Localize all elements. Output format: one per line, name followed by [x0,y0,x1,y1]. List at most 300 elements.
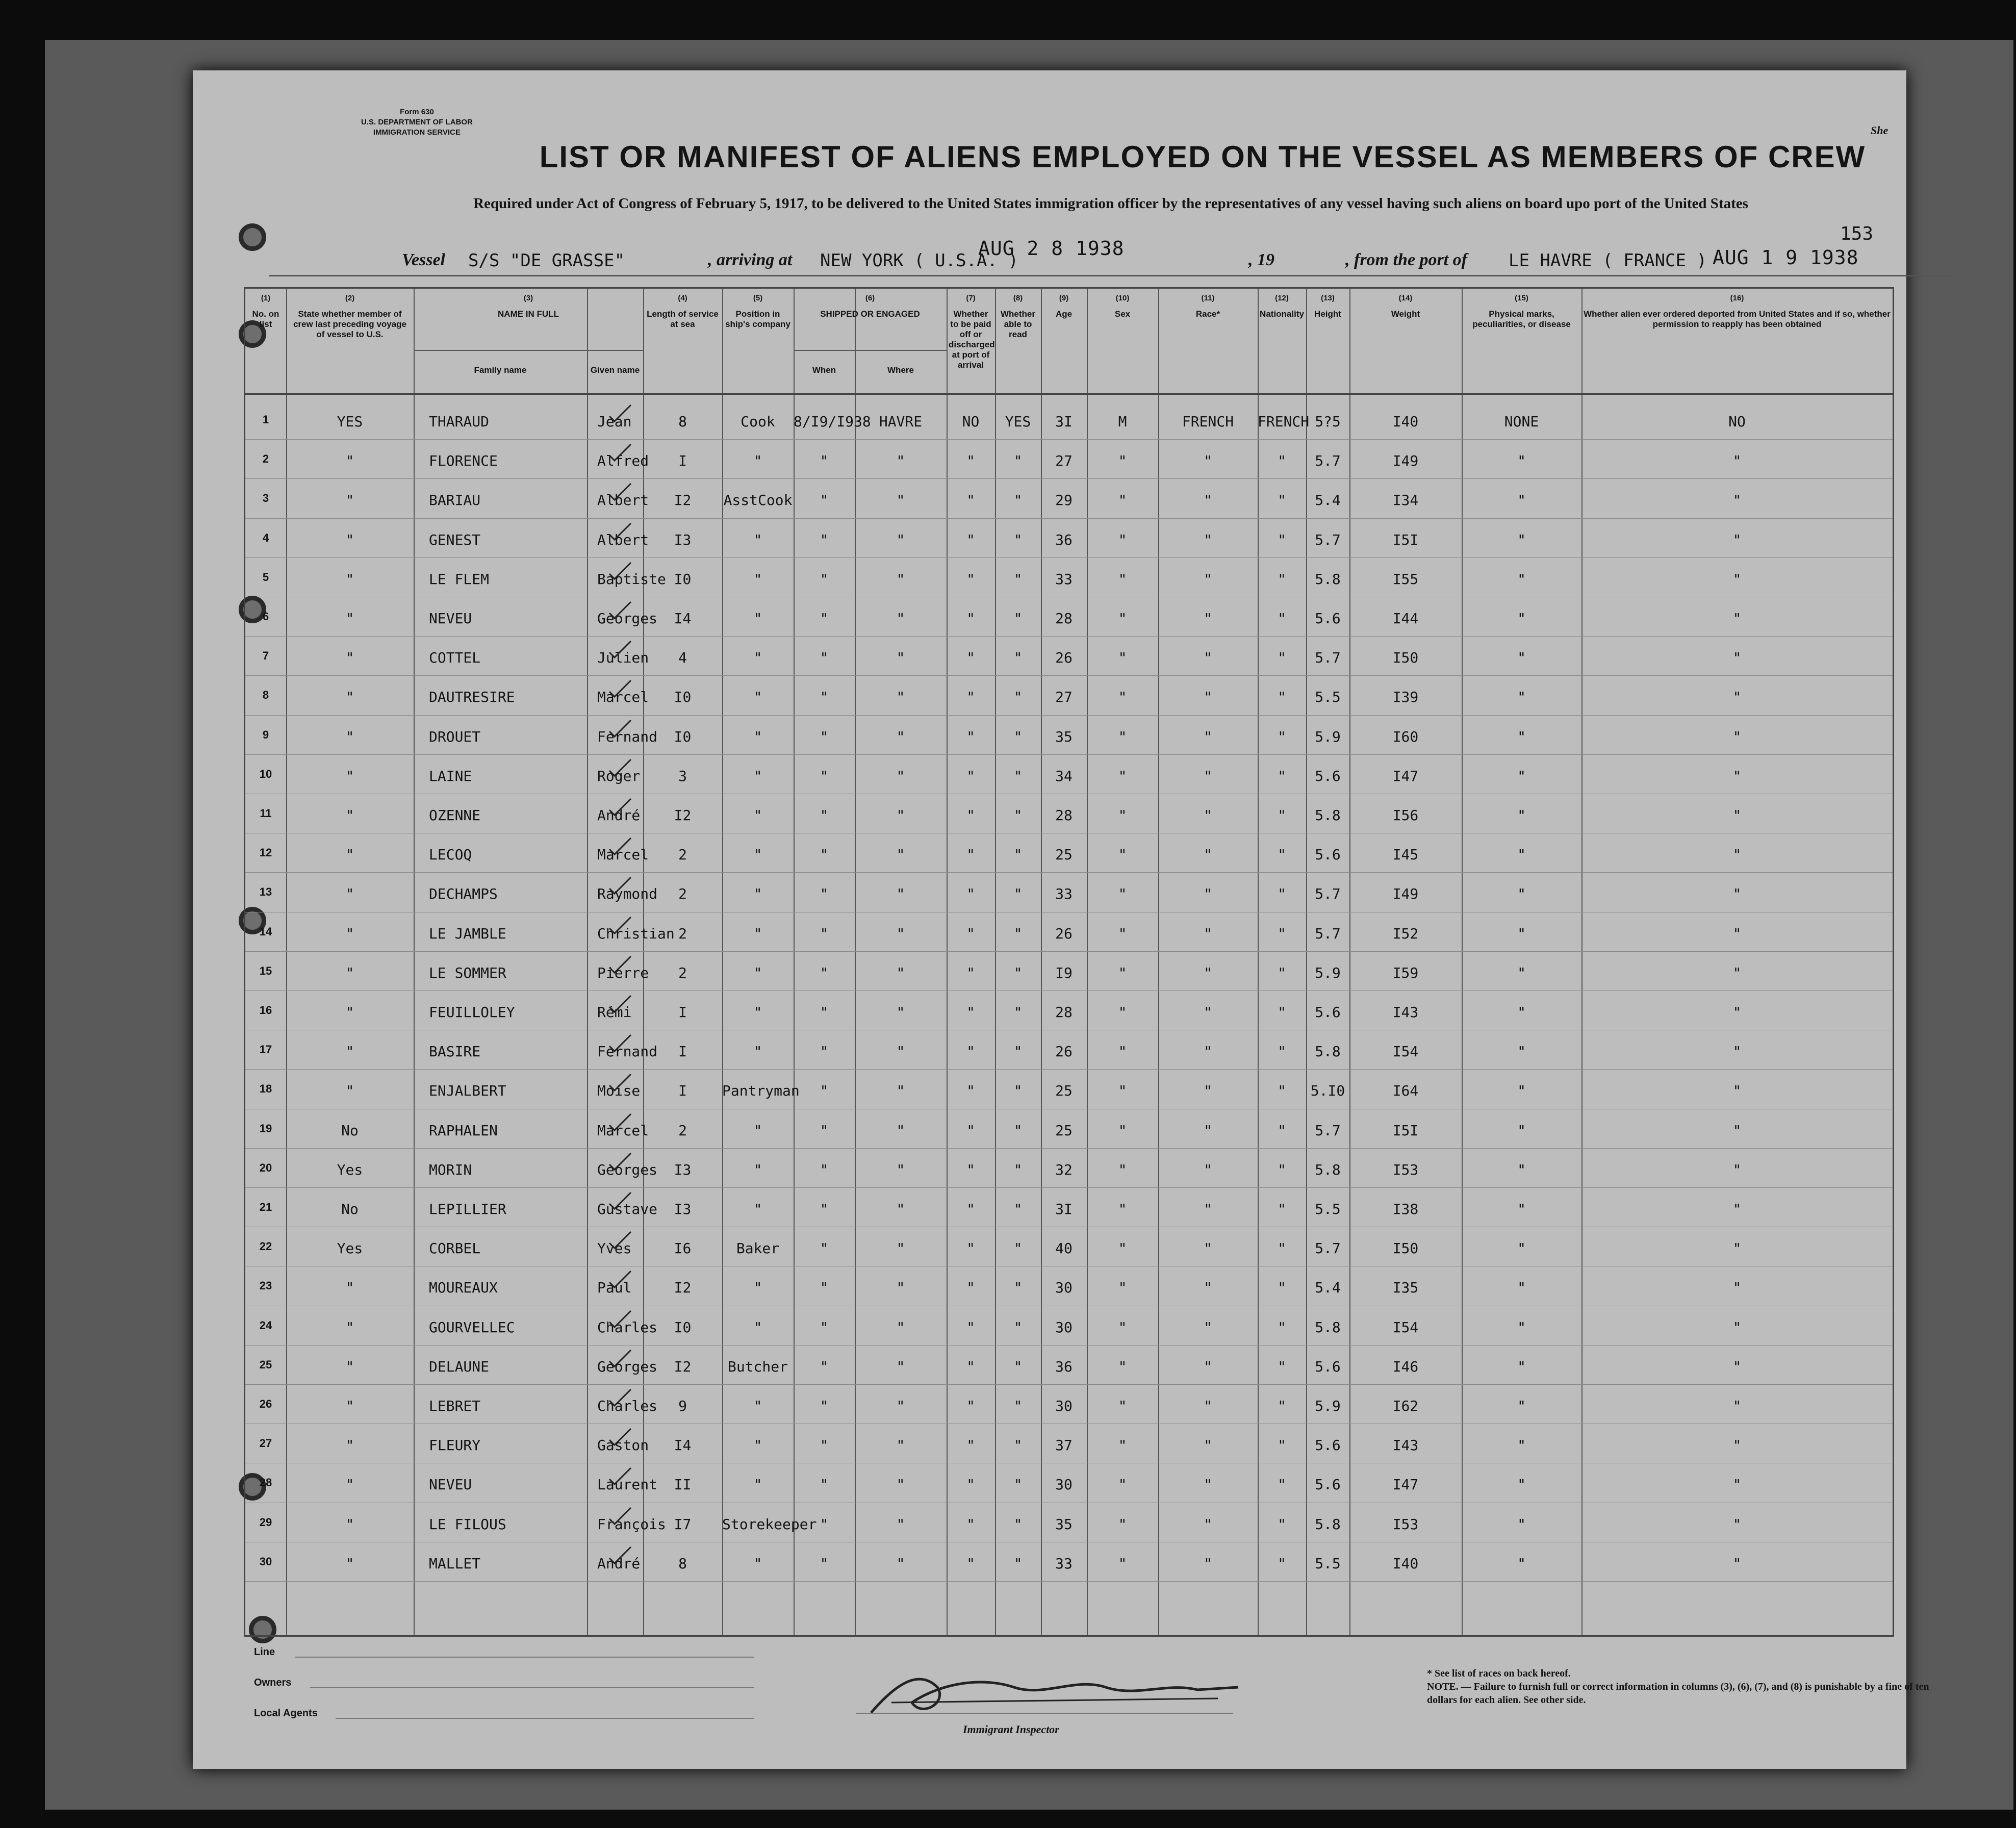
cell-race: " [1204,492,1212,509]
cell-sex: " [1118,1279,1127,1297]
cell-age: I9 [1055,964,1073,981]
cell-race: " [1204,610,1212,627]
cell-service: I3 [674,1201,692,1217]
column-number: (13) [1321,294,1335,302]
cell-family: LECOQ [429,846,472,864]
cell-service: I0 [674,728,692,745]
cell-deported: " [1732,1437,1742,1454]
cell-when: " [820,1515,829,1533]
cell-paid: " [966,689,975,706]
cell-marks: " [1517,452,1526,470]
cell-deported: " [1732,807,1742,824]
arriving-port: NEW YORK ( U.S.A. ) [820,250,1018,271]
cell-given: Alfred [597,452,649,470]
column-subheader: When [812,365,836,375]
cell-nat: " [1278,492,1286,509]
cell-marks: " [1517,1161,1526,1178]
cell-marks: " [1517,570,1526,588]
check-mark-icon [607,639,633,659]
column-subheader: Family name [474,365,527,375]
manifest-footer [223,1646,1929,1748]
cell-given: Georges [597,610,658,627]
line-rule [295,1657,754,1658]
cell-prev: " [345,885,354,903]
cell-read: " [1013,1476,1023,1493]
cell-given: Fernand [597,728,658,745]
cell-sex: " [1118,649,1127,667]
cell-family: LE FLEM [429,570,490,588]
cell-weight: I56 [1392,807,1419,824]
cell-deported: " [1732,649,1742,667]
cell-read: " [1013,1515,1023,1533]
cell-deported: " [1732,610,1742,627]
cell-weight: I34 [1392,492,1419,509]
table-row [245,402,1893,441]
cell-marks: " [1517,1437,1526,1454]
cell-position: " [753,1161,762,1178]
table-row [245,953,1893,993]
cell-no: 17 [259,1043,272,1056]
cell-deported: " [1732,1515,1742,1533]
cell-sex: " [1118,767,1127,784]
cell-nat: FRENCH [1258,413,1310,430]
cell-service: I [678,1043,687,1060]
cell-service: I4 [674,610,692,627]
cell-sex: " [1118,1082,1127,1100]
cell-deported: " [1732,531,1742,548]
cell-where: " [896,570,905,588]
cell-race: " [1204,1476,1212,1493]
cell-race: " [1204,1279,1212,1297]
cell-marks: " [1517,1515,1526,1533]
cell-nat: " [1278,1437,1286,1454]
cell-where: " [896,1082,905,1100]
cell-prev: Yes [337,1240,363,1257]
cell-prev: " [345,1515,354,1533]
cell-nat: " [1278,964,1286,981]
cell-read: " [1013,1358,1023,1375]
cell-nat: " [1278,846,1286,864]
cell-read: " [1013,689,1023,706]
cell-age: 25 [1055,846,1073,864]
cell-no: 18 [259,1082,272,1096]
check-mark-icon [607,1151,633,1172]
table-row [245,480,1893,520]
cell-no: 14 [259,925,272,938]
cell-when: " [820,492,829,509]
cell-no: 16 [259,1004,272,1017]
cell-family: THARAUD [429,413,490,430]
cell-no: 26 [259,1398,272,1410]
cell-race: " [1204,1318,1212,1336]
cell-weight: I47 [1392,767,1419,784]
cell-nat: " [1278,610,1286,627]
column-number: (12) [1275,294,1289,302]
check-mark-icon [607,1506,633,1526]
cell-race: " [1204,1201,1212,1217]
cell-where: " [896,885,905,903]
cell-sex: " [1118,452,1127,470]
cell-service: I2 [674,492,692,509]
cell-when: " [820,1201,829,1217]
cell-given: Charles [597,1398,658,1414]
table-row [245,874,1893,913]
races-note: * See list of races on back hereof. [1427,1668,1571,1679]
cell-position: " [753,964,762,981]
table-row [245,914,1893,953]
cell-age: 33 [1055,1555,1073,1572]
cell-where: " [896,1043,905,1060]
cell-height: 5.5 [1315,689,1341,706]
cell-age: 30 [1055,1318,1073,1336]
cell-given: Pierre [597,964,649,981]
cell-height: 5.8 [1315,1515,1341,1533]
cell-given: Yves [597,1240,632,1257]
cell-given: Roger [597,767,641,784]
cell-height: 5.6 [1315,610,1341,627]
cell-paid: " [966,1398,975,1414]
cell-no: 6 [262,610,269,623]
cell-sex: " [1118,1515,1127,1533]
cell-no: 3 [262,492,269,505]
cell-family: LE SOMMER [429,964,506,981]
cell-deported: " [1732,570,1742,588]
binder-hole [239,223,266,251]
cell-family: NEVEU [429,610,472,627]
cell-marks: " [1517,767,1526,784]
cell-weight: I59 [1392,964,1419,981]
column-header: Length of service at sea [647,309,719,329]
local-agents-label: Local Agents [254,1708,318,1719]
cell-where: " [896,1161,905,1178]
cell-weight: I44 [1392,610,1419,627]
cell-sex: " [1118,1358,1127,1375]
table-row [245,638,1893,677]
cell-marks: " [1517,1279,1526,1297]
cell-family: LEBRET [429,1398,481,1414]
check-mark-icon [607,836,633,856]
cell-nat: " [1278,1279,1286,1297]
cell-when: " [820,610,829,627]
cell-family: ENJALBERT [429,1082,506,1100]
cell-prev: " [345,492,354,509]
form-department: U.S. DEPARTMENT OF LABOR [361,118,473,126]
cell-given: Marcel [597,689,649,706]
cell-race: " [1204,925,1212,942]
cell-when: " [820,1082,829,1100]
table-row [245,756,1893,796]
cell-when: " [820,1043,829,1060]
cell-prev: " [345,570,354,588]
cell-when: " [820,689,829,706]
column-number: (7) [966,294,976,302]
cell-read: " [1013,610,1023,627]
cell-read: " [1013,846,1023,864]
cell-position: " [753,1398,762,1414]
cell-no: 28 [259,1476,272,1489]
table-row [245,1111,1893,1150]
cell-when: " [820,1122,829,1139]
cell-when: " [820,1279,829,1297]
check-mark-icon [607,954,633,975]
cell-weight: I52 [1392,925,1419,942]
cell-sex: " [1118,1043,1127,1060]
cell-read: " [1013,1398,1023,1414]
cell-family: LE JAMBLE [429,925,506,942]
cell-family: LE FILOUS [429,1515,506,1533]
page-subtitle: Required under Act of Congress of February 5, 1917, to be delivered to the United States immigration officer by the representatives of any vessel having such aliens on board upo port of the United States [473,195,1748,212]
cell-no: 8 [262,689,269,702]
column-header: Position in ship's company [725,309,790,329]
cell-nat: " [1278,1043,1286,1060]
check-mark-icon [607,521,633,542]
cell-marks: " [1517,1555,1526,1572]
cell-where: " [896,492,905,509]
column-header: Weight [1391,309,1420,319]
cell-given: Rémi [597,1004,632,1021]
table-row [245,993,1893,1032]
cell-height: 5.6 [1315,1004,1341,1021]
cell-paid: " [966,1437,975,1454]
check-mark-icon [607,561,633,581]
table-row [245,1308,1893,1347]
cell-paid: " [966,1201,975,1217]
table-row [245,835,1893,874]
page-title: LIST OR MANIFEST OF ALIENS EMPLOYED ON THE VESSEL AS MEMBERS OF CREW [539,140,1866,174]
cell-height: 5.7 [1315,649,1341,667]
cell-paid: " [966,1240,975,1257]
vessel-name: S/S "DE GRASSE" [468,250,625,271]
cell-sex: " [1118,689,1127,706]
cell-read: " [1013,570,1023,588]
cell-no: 21 [259,1201,272,1213]
column-header: Physical marks, peculiarities, or disease [1472,309,1571,329]
cell-read: " [1013,1082,1023,1100]
cell-race: " [1204,689,1212,706]
cell-read: " [1013,1437,1023,1454]
form-identifier [361,107,473,138]
cell-position: " [753,531,762,548]
cell-read: " [1013,1201,1023,1217]
cell-height: 5.I0 [1310,1082,1345,1100]
cell-sex: " [1118,1476,1127,1493]
cell-marks: " [1517,1318,1526,1336]
cell-family: DELAUNE [429,1358,490,1375]
cell-paid: " [966,964,975,981]
check-mark-icon [607,797,633,817]
cell-position: " [753,1043,762,1060]
cell-position: " [753,689,762,706]
cell-deported: " [1732,1201,1742,1217]
cell-where: " [896,689,905,706]
cell-when: " [820,649,829,667]
cell-height: 5.4 [1315,492,1341,509]
cell-weight: I43 [1392,1437,1419,1454]
cell-paid: " [966,492,975,509]
cell-age: 30 [1055,1279,1073,1297]
cell-service: II [674,1476,692,1493]
cell-age: 36 [1055,1358,1073,1375]
column-header: Sex [1114,309,1131,319]
check-mark-icon [607,1230,633,1250]
check-mark-icon [607,1112,633,1132]
cell-sex: " [1118,531,1127,548]
cell-position: Butcher [727,1358,788,1375]
cell-deported: " [1732,452,1742,470]
cell-deported: " [1732,1318,1742,1336]
table-row [245,1386,1893,1426]
cell-sex: " [1118,964,1127,981]
cell-sex: " [1118,1437,1127,1454]
cell-family: FLORENCE [429,452,498,470]
cell-paid: " [966,1515,975,1533]
cell-read: " [1013,1043,1023,1060]
cell-age: 26 [1055,649,1073,667]
cell-age: 3I [1055,413,1073,430]
cell-paid: " [966,925,975,942]
cell-marks: " [1517,649,1526,667]
cell-service: 2 [678,846,687,864]
cell-paid: " [966,1358,975,1375]
cell-when: " [820,807,829,824]
cell-given: Marcel [597,1122,649,1139]
cell-family: LAINE [429,767,472,784]
column-header: NAME IN FULL [498,309,559,319]
cell-weight: I35 [1392,1279,1419,1297]
cell-read: " [1013,1318,1023,1336]
cell-nat: " [1278,1201,1286,1217]
cell-race: " [1204,452,1212,470]
cell-age: 33 [1055,885,1073,903]
cell-where: " [896,1515,905,1533]
cell-age: 28 [1055,807,1073,824]
cell-when: " [820,1004,829,1021]
cell-marks: " [1517,1240,1526,1257]
column-subheader: Given name [590,365,640,375]
cell-race: " [1204,885,1212,903]
cell-when: " [820,570,829,588]
cell-age: 27 [1055,689,1073,706]
cell-family: FEUILLOLEY [429,1004,515,1021]
cell-where: " [896,610,905,627]
cell-family: NEVEU [429,1476,472,1493]
column-number: (3) [523,294,533,302]
check-mark-icon [607,1545,633,1565]
table-row [245,677,1893,717]
cell-family: DECHAMPS [429,885,498,903]
cell-where: " [896,1240,905,1257]
cell-nat: " [1278,531,1286,548]
cell-deported: " [1732,1240,1742,1257]
line-label: Line [254,1646,275,1658]
cell-deported: " [1732,1082,1742,1100]
cell-weight: I5I [1392,1122,1419,1139]
cell-prev: " [345,1555,354,1572]
cell-race: FRENCH [1182,413,1234,430]
inspector-rule [856,1713,1233,1714]
cell-read: " [1013,492,1023,509]
table-row [245,599,1893,638]
cell-position: " [753,570,762,588]
cell-paid: " [966,728,975,745]
cell-age: 27 [1055,452,1073,470]
departure-date-stamp: AUG 1 9 1938 [1713,246,1859,269]
cell-prev: " [345,649,354,667]
cell-given: Moise [597,1082,641,1100]
cell-where: " [896,1201,905,1217]
cell-paid: " [966,1476,975,1493]
cell-weight: I47 [1392,1476,1419,1493]
cell-prev: " [345,846,354,864]
table-row [245,441,1893,480]
cell-given: Paul [597,1279,632,1297]
column-number: (5) [753,294,763,302]
check-mark-icon [607,718,633,739]
column-number: (1) [261,294,271,302]
cell-given: François [597,1515,666,1533]
check-mark-icon [607,1427,633,1447]
cell-family: MOUREAUX [429,1279,498,1297]
column-number: (10) [1115,294,1130,302]
cell-race: " [1204,1358,1212,1375]
cell-where: " [896,1004,905,1021]
cell-race: " [1204,846,1212,864]
cell-no: 29 [259,1515,272,1529]
cell-nat: " [1278,570,1286,588]
cell-height: 5.7 [1315,925,1341,942]
cell-sex: " [1118,1398,1127,1414]
cell-position: " [753,728,762,745]
cell-paid: " [966,1161,975,1178]
check-mark-icon [607,678,633,699]
cell-race: " [1204,1398,1212,1414]
cell-weight: I43 [1392,1004,1419,1021]
cell-family: LEPILLIER [429,1201,506,1217]
column-number: (9) [1059,294,1069,302]
column-subheader: Where [887,365,914,375]
cell-position: AsstCook [723,492,793,509]
cell-sex: " [1118,846,1127,864]
cell-marks: " [1517,1201,1526,1217]
cell-given: Charles [597,1318,658,1336]
cell-no: 15 [259,964,272,977]
cell-marks: " [1517,1043,1526,1060]
form-service: IMMIGRATION SERVICE [373,128,461,137]
cell-when: " [820,1161,829,1178]
cell-when: " [820,531,829,548]
cell-read: " [1013,1004,1023,1021]
cell-age: 34 [1055,767,1073,784]
cell-no: 7 [262,649,269,663]
column-number: (15) [1515,294,1528,302]
owners-rule [310,1687,754,1688]
table-row [245,717,1893,756]
cell-no: 20 [259,1161,272,1174]
crew-manifest-table [244,287,1894,1637]
cell-service: I7 [674,1515,692,1533]
manifest-sheet [193,70,1929,1769]
cell-sex: " [1118,728,1127,745]
cell-weight: I40 [1392,413,1419,430]
check-mark-icon [607,481,633,502]
cell-prev: " [345,1082,354,1100]
cell-given: Raymond [597,885,658,903]
cell-service: I2 [674,1279,692,1297]
cell-paid: " [966,452,975,470]
cell-nat: " [1278,1318,1286,1336]
cell-where: " [896,452,905,470]
cell-marks: " [1517,1398,1526,1414]
